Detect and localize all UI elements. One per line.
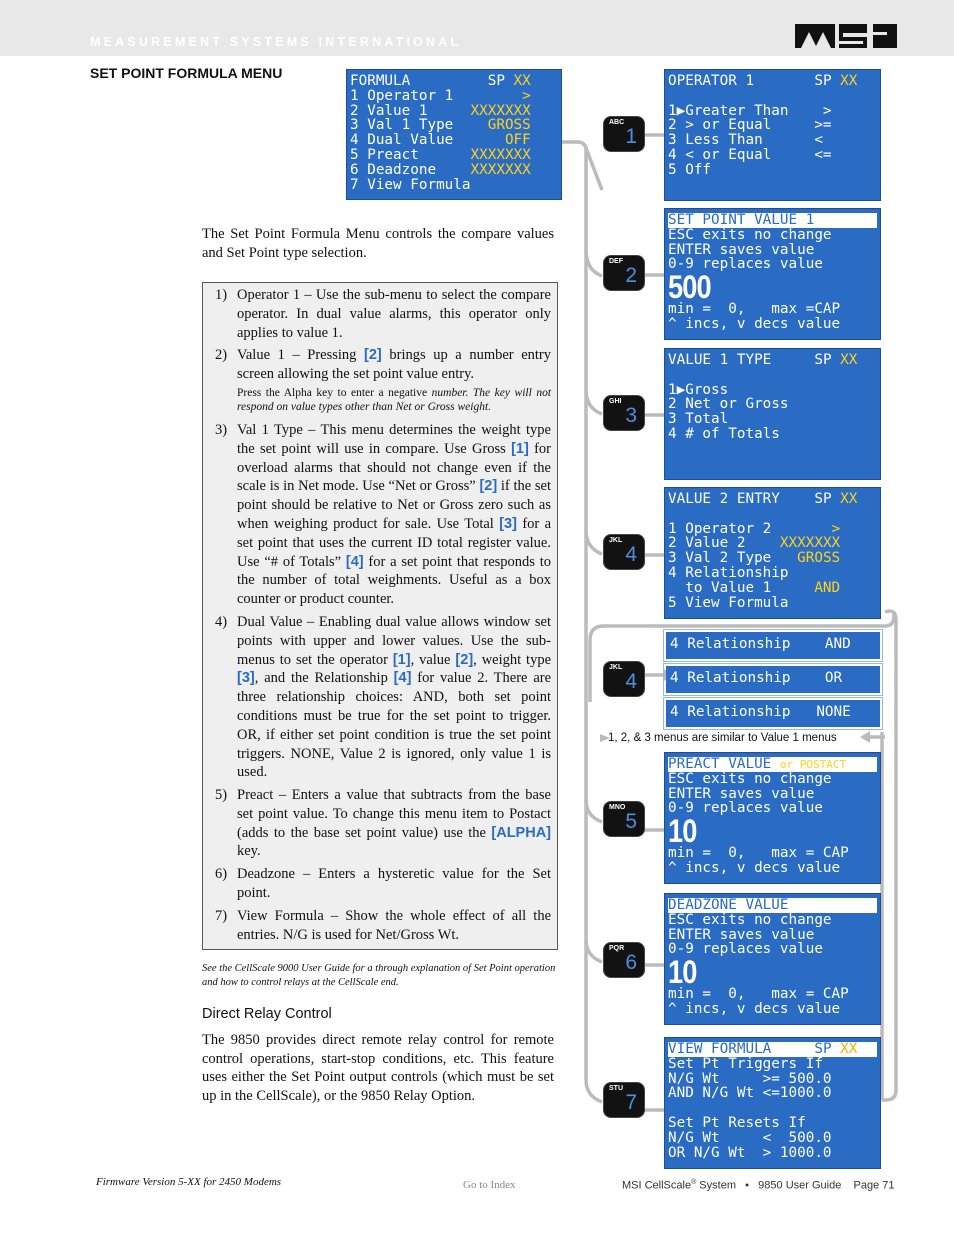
operator-option: 4 < or Equal <= bbox=[668, 146, 832, 163]
value-2-menu-item: to Value 1 AND bbox=[668, 579, 841, 596]
formula-menu-item: 5 Preact XXXXXXX bbox=[350, 146, 531, 163]
key-digit: 4 bbox=[625, 670, 637, 693]
value-2-menu-item: 1 Operator 2 > bbox=[668, 520, 841, 537]
instruction-line: ENTER saves value bbox=[668, 926, 815, 943]
keypad-key-2[interactable] bbox=[604, 256, 644, 290]
formula-line: N/G Wt >= 500.0 bbox=[668, 1070, 832, 1087]
intro-paragraph: The Set Point Formula Menu controls the compare values and Set Point type selection. bbox=[202, 226, 554, 261]
key-digit: 2 bbox=[625, 264, 637, 287]
formula-line: N/G Wt < 500.0 bbox=[668, 1129, 832, 1146]
relationship-and-screen: 4 Relationship AND bbox=[666, 632, 880, 659]
footer-firmware: Firmware Version 5-XX for 2450 Modems bbox=[96, 1176, 282, 1188]
view-formula-screen: VIEW FORMULA SP XX Set Pt Triggers If N/G Wt >= 500.0 AND N/G Wt <=1000.0 Set Pt Resets If N/G Wt < 500.0 OR N/G Wt > 1000.0 bbox=[664, 1037, 881, 1169]
key-digit: 4 bbox=[625, 543, 637, 566]
operator-option: 2 > or Equal >= bbox=[668, 117, 832, 134]
preact-value: 10 bbox=[668, 813, 697, 850]
msi-logo bbox=[795, 22, 897, 50]
key-letters: ABC bbox=[609, 119, 625, 126]
key-letters: STU bbox=[609, 1085, 623, 1092]
setpoint-screen-title: SET POINT VALUE 1 bbox=[668, 213, 877, 228]
formula-menu-item: 1 Operator 1 > bbox=[350, 87, 531, 104]
formula-menu-item: 4 Dual Value OFF bbox=[350, 132, 531, 149]
list-item: 7) View Formula – Show the whole effect of all the entries. N/G is used for Net/Gross Wt. bbox=[215, 908, 551, 943]
footer-page-info: MSI CellScale® System • 9850 User Guide Page 71 bbox=[622, 1179, 895, 1192]
formula-line: Set Pt Resets If bbox=[668, 1114, 806, 1131]
formula-line: Set Pt Triggers If bbox=[668, 1055, 823, 1072]
instruction-line: ESC exits no change bbox=[668, 911, 832, 928]
key-digit: 7 bbox=[625, 1091, 637, 1114]
key-digit: 6 bbox=[625, 951, 637, 974]
keypad-key-4[interactable] bbox=[604, 662, 644, 696]
formula-screen-title: FORMULA SP XX bbox=[350, 73, 531, 89]
keypad-key-3[interactable] bbox=[604, 396, 644, 430]
preact-value-screen: PREACT VALUE or POSTACT ESC exits no change ENTER saves value 0-9 replaces value 10 min = 0, max = CAP ^ incs, v decs value bbox=[664, 752, 881, 884]
formula-menu-item: 2 Value 1 XXXXXXX bbox=[350, 102, 531, 119]
key-digit: 5 bbox=[625, 810, 637, 833]
key-digit: 1 bbox=[625, 125, 637, 148]
keypad-key-6[interactable] bbox=[604, 943, 644, 977]
list-item: 1) Operator 1 – Use the sub-menu to select the compare operator. In dual value alarms, this operator only applies to value 1. bbox=[215, 287, 551, 341]
relationship-or-screen: 4 Relationship OR bbox=[666, 666, 880, 693]
header-banner: MEASUREMENT SYSTEMS INTERNATIONAL bbox=[90, 35, 462, 49]
instruction-line: 0-9 replaces value bbox=[668, 800, 823, 817]
value-2-entry-screen: VALUE 2 ENTRY SP XX 1 Operator 2 > 2 Value 2 XXXXXXX 3 Val 2 Type GROSS 4 Relationship to Value 1 AND 5 View Formula bbox=[664, 487, 881, 619]
operator-screen-title: OPERATOR 1 SP XX bbox=[668, 73, 858, 89]
setpoint-value: 500 bbox=[668, 269, 711, 306]
formula-screen bbox=[346, 69, 562, 200]
formula-line bbox=[668, 1101, 877, 1116]
list-item: 2) Value 1 – Pressing [2] brings up a number entry screen allowing the set point value entry. Press the Alpha key to enter a negative number. The key will not respond on value types other than Net or Gross weight. bbox=[215, 347, 552, 413]
key-letters: JKL bbox=[609, 664, 623, 671]
formula-menu-item: 7 View Formula bbox=[350, 176, 531, 193]
operator-1-screen bbox=[664, 69, 881, 201]
formula-menu-item: 3 Val 1 Type GROSS bbox=[350, 117, 531, 134]
keypad-key-7[interactable] bbox=[604, 1083, 644, 1117]
list-item: 6) Deadzone – Enters a hysteretic value for the Set point. bbox=[215, 866, 551, 901]
instruction-line: ENTER saves value bbox=[668, 241, 815, 258]
instruction-line: 0-9 replaces value bbox=[668, 256, 823, 273]
weight-type-option: 2 Net or Gross bbox=[668, 396, 789, 413]
formula-line: AND N/G Wt <=1000.0 bbox=[668, 1085, 832, 1102]
value-2-menu-item: 2 Value 2 XXXXXXX bbox=[668, 535, 841, 552]
value-2-menu-item: 4 Relationship bbox=[668, 564, 841, 581]
weight-type-option: 4 # of Totals bbox=[668, 425, 780, 442]
instruction-line: ESC exits no change bbox=[668, 226, 832, 243]
deadzone-value-screen: DEADZONE VALUE ESC exits no change ENTER saves value 0-9 replaces value 10 min = 0, max = CAP ^ incs, v decs value bbox=[664, 893, 881, 1025]
go-to-index-link[interactable]: Go to Index bbox=[463, 1179, 516, 1191]
keypad-key-5[interactable] bbox=[604, 802, 644, 836]
key-letters: MNO bbox=[609, 804, 626, 811]
key-letters: JKL bbox=[609, 537, 623, 544]
value-2-menu-item: 3 Val 2 Type GROSS bbox=[668, 550, 841, 567]
instruction-line: ENTER saves value bbox=[668, 785, 815, 802]
instruction-line: 0-9 replaces value bbox=[668, 941, 823, 958]
direct-relay-body: The 9850 provides direct remote relay control for remote control operations, start-stop conditions, etc. This feature uses either the Set Point output controls (which must be set up in the CellScale), or the 9850 Relay Option. bbox=[202, 1032, 554, 1104]
key-digit: 3 bbox=[625, 404, 637, 427]
value-1-type-screen: VALUE 1 TYPE SP XX 1▶Gross 2 Net or Gross 3 Total 4 # of Totals bbox=[664, 348, 881, 480]
relationship-none-screen: 4 Relationship NONE bbox=[666, 700, 880, 727]
operator-option: 3 Less Than < bbox=[668, 132, 823, 149]
operator-option: 1▶Greater Than > bbox=[668, 102, 832, 119]
weight-type-option: 3 Total bbox=[668, 411, 729, 428]
keypad-key-4[interactable] bbox=[604, 535, 644, 569]
key-letters: DEF bbox=[609, 258, 623, 265]
similar-menus-note: 1, 2, & 3 menus are similar to Value 1 menus bbox=[608, 732, 837, 744]
see-also-note: See the CellScale 9000 User Guide for a through explanation of Set Point operation and how to control relays at the CellScale end. bbox=[202, 963, 556, 988]
list-item: 4) Dual Value – Enabling dual value allows window set points with upper and lower values. Use the sub-menus to set the operator [1], value [2], weight type [3], and the Relationship [4] for value 2. There are three relationship choices: AND, both set point conditions must be true for the set point to trigger. OR, if either set point condition is true the set point triggers. NONE, Value 2 is ignored, only value 1 is used. bbox=[215, 614, 552, 781]
key-letters: PQR bbox=[609, 945, 625, 952]
formula-items-box bbox=[202, 282, 558, 950]
value-2-menu-item: 5 View Formula bbox=[668, 594, 841, 611]
keypad-key-1[interactable] bbox=[604, 117, 644, 151]
formula-line: OR N/G Wt > 1000.0 bbox=[668, 1144, 832, 1161]
deadzone-value: 10 bbox=[668, 954, 697, 991]
section-title: SET POINT FORMULA MENU bbox=[90, 65, 283, 81]
list-item: 3) Val 1 Type – This menu determines the weight type the set point will use in compare. Use Gross [1] for overload alarms that should not change even if the scale is in Net mode. Use “Net or Gross” [2] if the set point should be relative to Net or Gross zero such as when weighing product for sale. Use Total [3] for a set point that uses the current ID total register value. Use “# of Totals” [4] for a set point that responds to the number of total weighments. Useful as a box counter or product counter. bbox=[215, 422, 552, 608]
weight-type-option: 1▶Gross bbox=[668, 381, 729, 398]
formula-menu-item: 6 Deadzone XXXXXXX bbox=[350, 161, 531, 178]
list-item: 5) Preact – Enters a value that subtracts from the base set point value. To change this menu item to Postact (adds to the base set point value) use the [ALPHA] key. bbox=[215, 787, 551, 860]
instruction-line: ESC exits no change bbox=[668, 770, 832, 787]
direct-relay-title: Direct Relay Control bbox=[202, 1006, 332, 1022]
operator-option: 5 Off bbox=[668, 161, 712, 178]
key-letters: GHI bbox=[609, 398, 622, 405]
set-point-value-screen: SET POINT VALUE 1 ESC exits no change ENTER saves value 0-9 replaces value 500 min = 0, max =CAP ^ incs, v decs value bbox=[664, 208, 881, 340]
